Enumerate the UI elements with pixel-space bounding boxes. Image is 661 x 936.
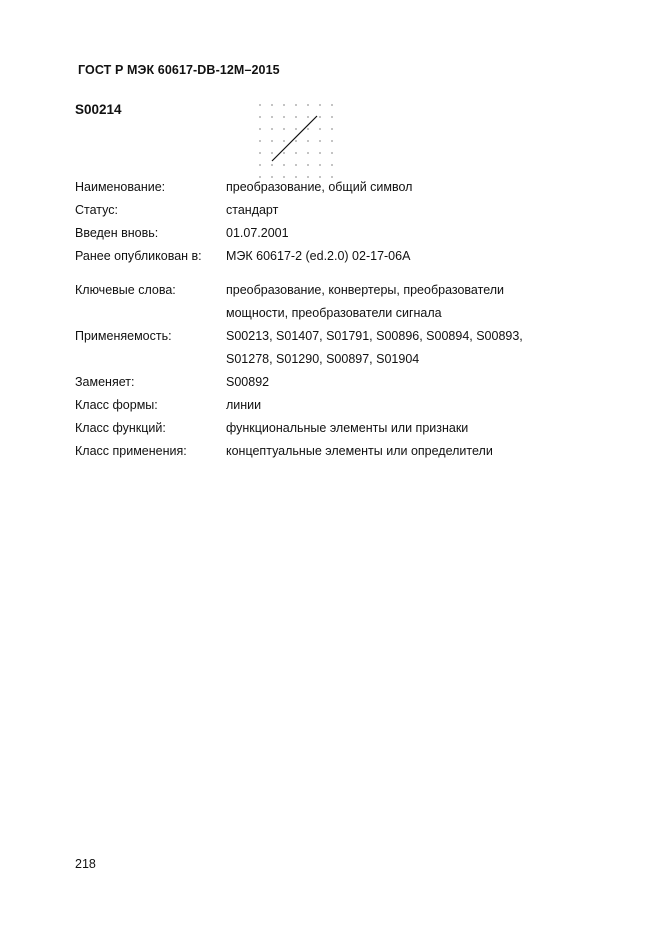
grid-dot xyxy=(259,128,261,130)
grid-dot xyxy=(307,104,309,106)
grid-dot xyxy=(307,152,309,154)
field-value: стандарт xyxy=(226,203,279,217)
grid-dot xyxy=(319,140,321,142)
grid-dot xyxy=(295,164,297,166)
grid-dot xyxy=(295,140,297,142)
field-value: мощности, преобразователи сигнала xyxy=(226,306,442,320)
grid-dot xyxy=(307,128,309,130)
grid-dot xyxy=(295,116,297,118)
field-label: Класс формы: xyxy=(75,398,158,412)
grid-dot xyxy=(295,152,297,154)
conversion-symbol-icon xyxy=(254,101,336,179)
field-label: Ключевые слова: xyxy=(75,283,176,297)
grid-dot xyxy=(307,140,309,142)
grid-dot xyxy=(259,104,261,106)
grid-dot xyxy=(319,152,321,154)
grid-dot xyxy=(283,140,285,142)
field-value: функциональные элементы или признаки xyxy=(226,421,469,435)
field-value: линии xyxy=(226,398,262,412)
field-label: Заменяет: xyxy=(75,375,135,389)
grid-dot xyxy=(307,164,309,166)
field-label: Статус: xyxy=(75,203,118,217)
field-label: Применяемость: xyxy=(75,329,172,343)
field-value: S01278, S01290, S00897, S01904 xyxy=(226,352,420,366)
grid-dot xyxy=(319,116,321,118)
field-value: преобразование, общий символ xyxy=(226,180,413,194)
page-number: 218 xyxy=(75,857,96,871)
grid-dot xyxy=(331,128,333,130)
field-label: Введен вновь: xyxy=(75,226,159,240)
grid-dot xyxy=(271,140,273,142)
grid-dot xyxy=(259,140,261,142)
grid-dot xyxy=(331,104,333,106)
grid-dot xyxy=(295,104,297,106)
grid-dot xyxy=(283,104,285,106)
grid-dot xyxy=(331,164,333,166)
grid-dot xyxy=(283,164,285,166)
grid-dot xyxy=(331,116,333,118)
grid-dot xyxy=(259,164,261,166)
field-value: 01.07.2001 xyxy=(226,226,289,240)
field-label: Класс функций: xyxy=(75,421,166,435)
symbol-diagonal-line xyxy=(272,116,317,161)
grid-dot xyxy=(295,128,297,130)
grid-dot xyxy=(283,128,285,130)
grid-dot xyxy=(271,116,273,118)
grid-dot xyxy=(271,164,273,166)
field-label: Класс применения: xyxy=(75,444,187,458)
grid-dot xyxy=(259,116,261,118)
grid-dot xyxy=(271,128,273,130)
grid-dot xyxy=(259,152,261,154)
grid-dot xyxy=(271,104,273,106)
grid-dot xyxy=(319,164,321,166)
grid-dot xyxy=(283,116,285,118)
grid-dot xyxy=(307,116,309,118)
grid-dot xyxy=(319,104,321,106)
grid-dot xyxy=(319,128,321,130)
field-label: Наименование: xyxy=(75,180,166,194)
grid-dot xyxy=(283,152,285,154)
field-value: S00892 xyxy=(226,375,270,389)
field-value: МЭК 60617-2 (ed.2.0) 02-17-06A xyxy=(226,249,411,263)
grid-dot xyxy=(331,152,333,154)
grid-dot xyxy=(331,140,333,142)
field-label: Ранее опубликован в: xyxy=(75,249,202,263)
field-value: преобразование, конвертеры, преобразователи xyxy=(226,283,505,297)
field-value: S00213, S01407, S01791, S00896, S00894, S00893, xyxy=(226,329,523,343)
symbol-code: S00214 xyxy=(75,102,122,117)
grid-dot xyxy=(271,152,273,154)
field-value: концептуальные элементы или определители xyxy=(226,444,493,458)
document-header: ГОСТ Р МЭК 60617-DB-12M–2015 xyxy=(78,63,280,77)
